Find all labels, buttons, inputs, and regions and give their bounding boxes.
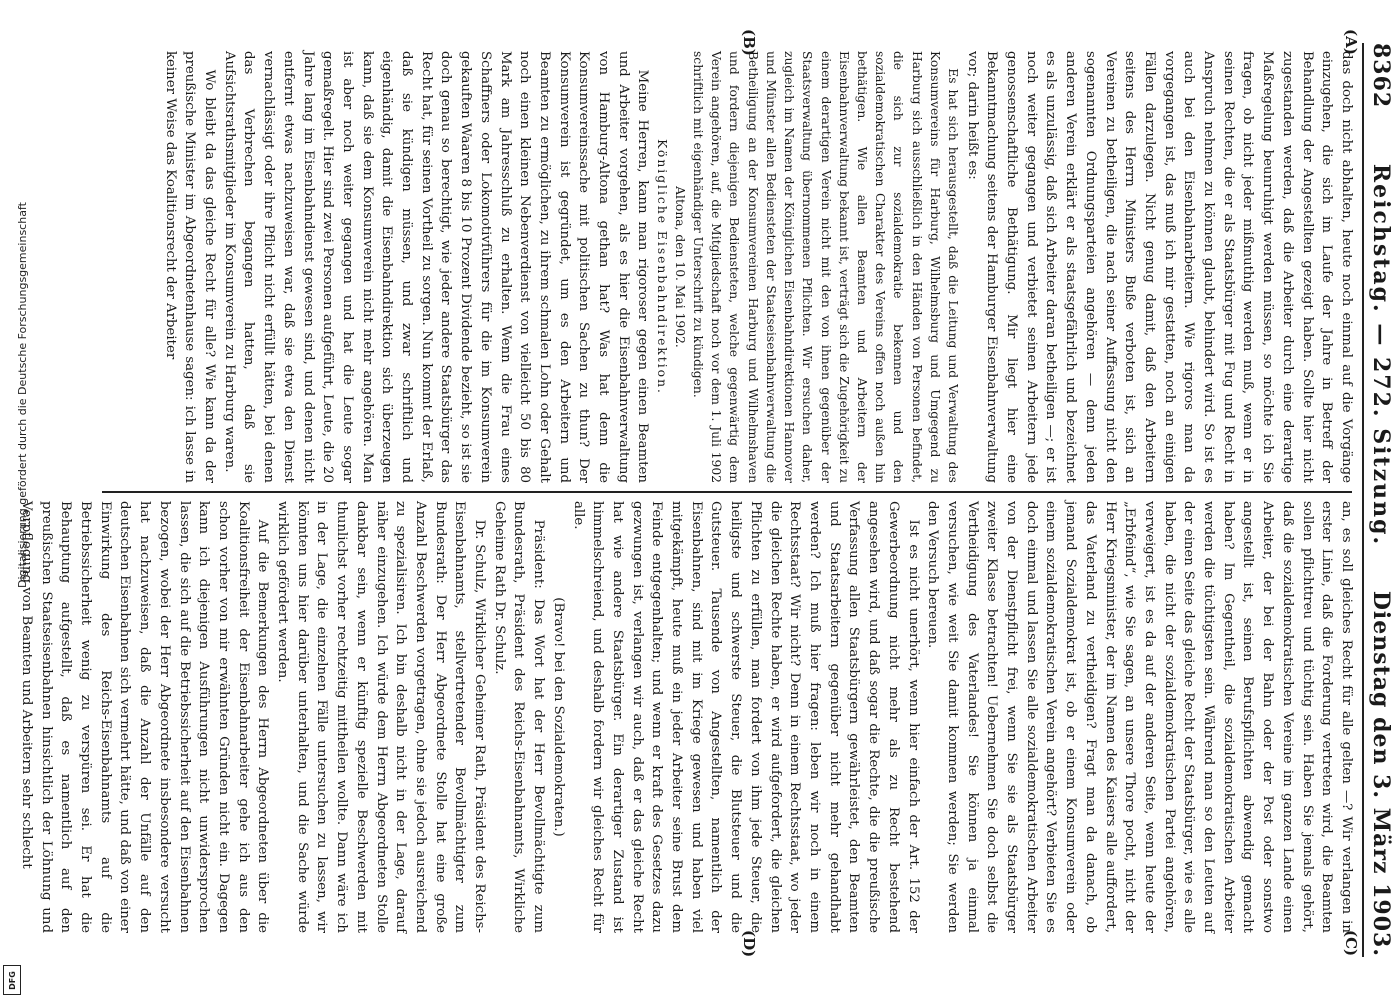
- session-date: Dienstag den 3. März 1903.: [1368, 590, 1394, 957]
- margin-mark-c: (C): [1342, 930, 1360, 957]
- margin-mark-d: (D): [740, 930, 758, 958]
- page-title: Reichstag. — 272. Sitzung.: [1368, 163, 1394, 547]
- left-column: [86, 43, 1356, 491]
- right-paragraph-1: an, es soll gleiches Recht für alle gelten —? Wir verlangen in erster Linie, daß die Forderung vertreten wird, die Beamten sollen pflichttreu und tüchtig sein. Haben Sie jemals gehört, daß die sozialdemokratischen Vereine im ganzen Lande einen Arbeiter, der bei der Bahn oder der Post oder sonstwo angestellt ist, seinen Berufspflichten abwendig gemacht haben? Im Gegentheil, die sozialdemokratischen Arbeiter werden die tüchtigsten sein. Während man so den Leuten auf der einen Seite das gleiche Recht der Staatsbürger, wie es alle haben, die nicht der sozialdemokratischen Partei angehören, verweigert, ist es da auf der anderen Seite, wenn heute der „Erbfeind“, wie Sie sagen, an unsere Thore pocht, nicht der Herr Kriegsminister, der im Namen des Kaisers alle auffordert, das Vaterland zu vertheidigen? Fragt man da danach, ob jemand Sozialdemokrat ist, ob er einem Konsumverein oder einem sozialdemokratischen Verein angehört? Verbieten Sie es doch einmal und lassen Sie alle sozialdemokratischen Arbeiter von der Dienstpflicht frei, wenn Sie sie als Staatsbürger zweiter Klasse betrachten! Uebernehmen Sie doch selbst die Vertheidigung des Vaterlandes! Sie können ja einmal versuchen, wie weit Sie damit kommen werden; Sie werden den Versuch bereuen.: [925, 501, 1354, 933]
- right-paragraph-4: Dr. Schulz, Wirklicher Geheimer Rath, Präsident des Reichs-Eisenbahnamts, stellvertretender Bevollmächtigter zum Bundesrath: Der Herr Abgeordnete Stolle hat eine große Anzahl Beschwerden vorgetragen, ohne sie jedoch ausreichend zu spezialisiren. Ich bin deshalb nicht in der Lage, darauf näher einzugehen. Ich würde dem Herrn Abgeordneten Stolle dankbar sein, wenn er künftig spezielle Beschwerden mit thunlichst vorher rechtzeitig mittheilen wollte. Dann wäre ich in der Lage, die einzelnen Fälle untersuchen zu lassen, wir könnten uns hier darüber unterhalten, und die Sache würde wirklich gefördert werden.: [275, 501, 488, 933]
- left-paragraph-2: Meine Herren, kann man rigoroser gegen einen Beamten und Arbeiter vorgehen, als es hier die Eisenbahnverwaltung von Hamburg-Altona gethan hat? Was hat denn die Konsumvereinssache mit politischen Sachen zu thun? Der Konsumverein ist gegründet, um es den Arbeitern und Beamten zu ermöglichen, zu ihrem schmalen Lohn oder Gehalt noch einen kleinen Nebenverdienst von vielleicht 50 bis 80 Mark am Jahresschluß zu erhalten. Wenn die Frau eines Schaffners oder Lokomotivführers für die im Konsumverein gekauften Waaren 8 bis 10 Prozent Dividende bezieht, so ist sie doch genau so berechtigt, wie jeder andere Staatsbürger das Recht hat, für seinen Vortheil zu sorgen. Nun kommt der Erlaß, daß sie kündigen müssen, und zwar schriftlich und eigenhändig, damit die Eisenbahndirektion sich überzeugen kann, daß sie dem Konsumverein nicht mehr angehören. Man ist aber noch weiter gegangen und hat die Leute sogar gemaßregelt. Hier sind zwei Personen aufgeführt, Leute, die 20 Jahre lang im Eisenbahndienst gewesen sind, und denen nicht entfernt etwas nachzuweisen war, daß sie etwa den Dienst vernachlässigt oder ihre Pflicht nicht erfüllt hätten, bei denen das Verbrechen begangen hatten, daß sie Aufsichtsrathsmitglieder im Konsumverein zu Harburg waren.: [221, 51, 651, 483]
- funding-note: Digitalisierung gefördert durch die Deutsche Forschungsgemeinschaft: [16, 202, 29, 588]
- dfg-logo-text: DFG: [7, 970, 17, 990]
- right-paragraph-3: Präsident: Das Wort hat der Herr Bevollmächtigte zum Bundesrath, Präsident des Reichs-Eisenbahnamts, Wirkliche Geheime Rath Dr. Schulz.: [491, 501, 547, 933]
- right-paragraph-5: Auf die Bemerkungen des Herrn Abgeordneten über die Koalitionsfreiheit der Eisenbahnarbeiter gehe ich aus den schon vorher von mir erwähnten Gründen nicht ein. Dagegen kann ich diejenigen Ausführungen nicht unwidersprochen lassen, die sich auf die Betriebssicherheit auf den Eisenbahnen bezogen, wobei der Herr Abgeordnete insbesondere versucht hat nachzuweisen, daß die Anzahl der Unfälle auf den deutschen Eisenbahnen sich vermehrt hätte, und daß von einer Einwirkung des Reichs-Eisenbahnamts auf die Betriebssicherheit wenig zu verspüren sei. Er hat die Behauptung aufgestellt, daß es namentlich auf den preußischen Staatseisenbahnen hinsichtlich der Löhnung und Verpflegung von Beamten und Arbeitern sehr schlecht: [18, 501, 271, 933]
- dfg-logo: [3, 965, 21, 995]
- digitization-sidebar: [0, 0, 29, 1000]
- page-number: 8362: [1368, 43, 1394, 109]
- left-paragraph-3: Wo bleibt da das gleiche Recht für alle? Wie kann da der preußische Minister im Abgeordnetenhause sagen: ich lasse in keiner Weise das Koalitionsrecht der Arbeiter: [162, 51, 218, 483]
- right-paragraph-2: Ist es nicht unerhört, wenn hier einfach der Art. 152 der Gewerbeordnung nicht mehr als zu Recht bestehend angesehen wird, und daß sogar die Rechte, die die preußische Verfassung allen Staatsbürgern gewährleistet, den Beamten und Staatsarbeitern gegenüber nicht mehr gehandhabt werden? Ich muß hier fragen: leben wir noch in einem Rechtsstaat? Wir nicht? Denn in einem Rechtsstaat, wo jeder die gleichen Rechte haben, er wird aufgefordert, die gleichen Pflichten zu erfüllen, man fordert von ihm jede Steuer, die heiligste und schwerste Steuer, die Blutsteuer und die Gutsteuer. Tausende von Angestellten, namentlich der Eisenbahnen, sind mit im Kriege gewesen und haben viel mitgekämpft, heute muß ein jeder Arbeiter seine Brust dem Feinde entgegenhalten; und wenn er kraft des Gesetzes dazu gezwungen ist, verlangen wir auch, daß er das gleiche Recht hat wie andere Staatsbürger. Ein derartiger Zustand ist himmelschreiend, und deshalb fordern wir gleiches Recht für alle.: [570, 501, 921, 933]
- quoted-notice: [652, 51, 961, 483]
- margin-mark-b: (B): [740, 29, 758, 56]
- quoted-notice-signature: Königliche Eisenbahndirektion.: [654, 139, 669, 395]
- margin-mark-a: (A): [1342, 29, 1360, 55]
- left-paragraph-1: das doch nicht abhalten, heute noch einmal auf die Vorgänge einzugehen, die sich im Laufe der Jahre in Betreff der Behandlung der Angestellten gezeigt haben. Sollte hier nicht zugestanden werden, daß die Arbeiter durch eine derartige Maßregelung beunruhigt werden müssen, so möchte ich Sie fragen, ob nicht jeder mißmuthig werden muß, wenn er in seinen Rechten, die er als Staatsbürger mit Fug und Recht in Anspruch nehmen zu können glaubt, behindert wird. So ist es auch bei den Eisenbahnarbeitern. Wie rigoros man da vorgegangen ist, das muß ich mir gestatten, noch an einigen Fällen darzulegen. Nicht genug damit, daß den Arbeitern seitens des Herrn Ministers Buße verboten ist, sich an Vereinen zu betheiligen, die nach seiner Auffassung nicht den sogenannten Ordnungsparteien angehören — denn jeden anderen Verein erklärt er als staatsgefährlich und bezeichnet es als unzulässig, daß sich Arbeiter daran betheiligen —; er ist noch weiter gegangen und verbietet seinen Arbeitern jede genossenschaftliche Bethätigung. Mir liegt hier eine Bekanntmachung seitens der Hamburger Eisenbahnverwaltung vor; darin heißt es:: [964, 51, 1354, 483]
- quoted-notice-date: Altona, den 10. Mai 1902.: [672, 186, 687, 348]
- page-header: [1362, 43, 1398, 957]
- right-column: [18, 493, 1356, 941]
- applause-note: (Bravo! bei den Sozialdemokraten.): [550, 597, 566, 837]
- quoted-notice-text: Es hat sich herausgestellt, daß die Leitung und Verwaltung des Konsumvereins für Harburg, Wilhelmsburg und Umgegend zu Harburg sich ausschließlich in den Händen von Personen befindet, die sich zur sozialdemokratie bekennen und den sozialdemokratischen Charakter des Vereins offen noch außen hin bethätigen. Wie allen Beamten und Arbeitern der Eisenbahnverwaltung bekannt ist, verträgt sich die Zugehörigkeit zu einem derartigen Verein nicht mit den von ihnen gegenüber der Staatsverwaltung übernommenen Pflichten. Wir ersuchen daher, zugleich im Namen der Königlichen Eisenbahndirektionen Hannover und Münster allen Bediensteten der Staatseisenbahnverwaltung die Betheiligung an der Konsumvereinen Harburg und Wilhelmshaven und fordern diejenigen Bediensteten, welche gegenwärtig dem Verein angehören, auf, die Mitgliedschaft noch vor dem 1. Juli 1902 schriftlich mit eigenhändiger Unterschrift zu kündigen.: [691, 51, 960, 483]
